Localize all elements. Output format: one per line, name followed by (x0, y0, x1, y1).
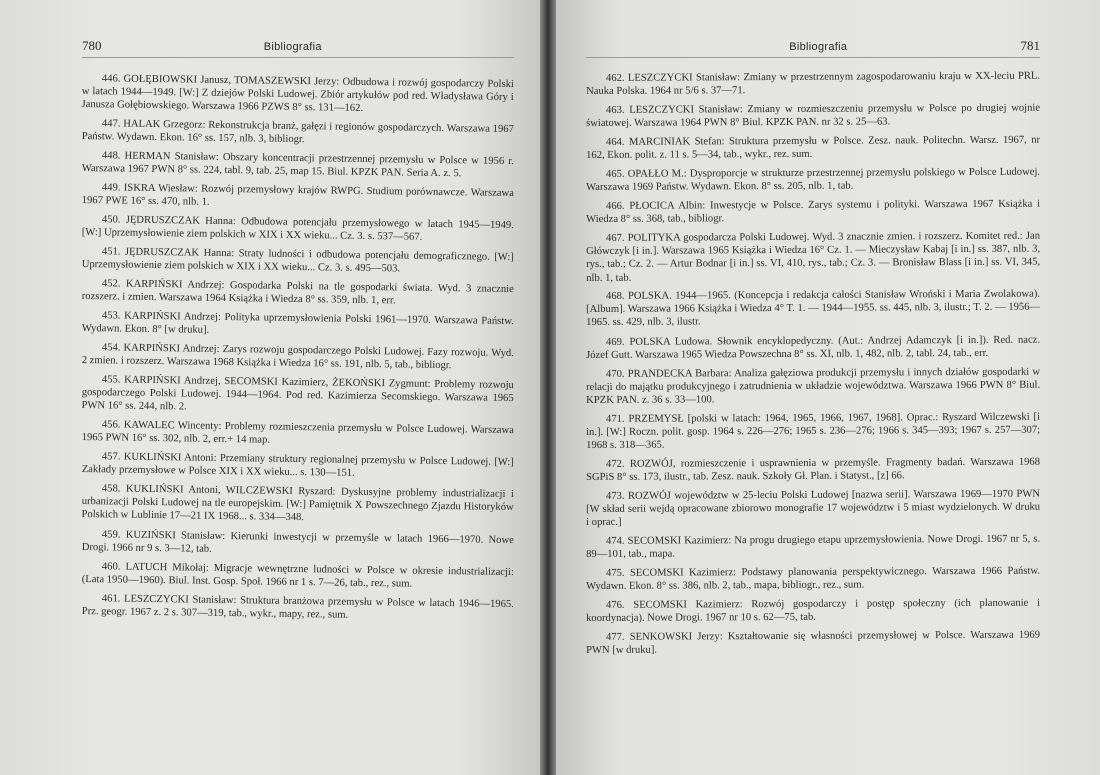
running-title: Bibliografia (263, 41, 322, 53)
bibliography-entry: 476. SECOMSKI Kazimierz: Rozwój gospodarczy i postęp społeczny (ich planowanie i koordynacja). Nowe Drogi. 1967 nr 10 s. 62—75, tab. (586, 597, 1041, 625)
bibliography-entry: 446. GOŁĘBIOWSKI Janusz, TOMASZEWSKI Jerzy: Odbudowa i rozwój gospodarczy Polski w latach 1944—1949. [W:] Z dziejów Polski Ludowej. Zbiór artykułów pod red. Władysława Góry i Janusza Gołębiowskiego. Warszawa 1966 PZWS 8° ss. 131—162. (81, 73, 514, 115)
bibliography-entry: 447. HALAK Grzegorz: Rekonstrukcja branż, gałęzi i regionów gospodarczych. Warszawa 1967 Państw. Wydawn. Ekon. 16° ss. 157, nlb. 3, bibliogr. (81, 118, 514, 146)
bibliography-entry: 468. POLSKA. 1944—1965. (Koncepcja i redakcja całości Stanisław Wroński i Maria Zwolakowa). [Album]. Warszawa 1966 Książka i Wiedza 4° T. 1. — 1944—1955. ss. 445, nlb. 3, ilustr.; T. 2. — 1956—1965. ss. 429, nlb. 3, ilustr. (586, 289, 1041, 329)
bibliography-entry: 463. LESZCZYCKI Stanisław: Zmiany w rozmieszczeniu przemysłu w Polsce po drugiej wojnie światowej. Warszawa 1964 PWN 8° Biul. KPZK PAN. nr 32 s. 25—63. (586, 102, 1041, 130)
bibliography-entry: 466. PŁOCICA Albin: Inwestycje w Polsce. Zarys systemu i polityki. Warszawa 1967 Książka i Wiedza 8° ss. 368, tab., bibliogr. (586, 198, 1041, 226)
bibliography-entry: 448. HERMAN Stanisław: Obszary koncentracji przestrzennej przemysłu w Polsce w 1956 r. Warszawa 1967 PWN 8° ss. 224, tabl. 9, tab. 25, map 15. Biul. KPZK PAN. Seria A. z. 5. (81, 150, 514, 180)
bibliography-entry: 460. LATUCH Mikołaj: Migracje wewnętrzne ludności w Polsce w okresie industrializacji: (Lata 1950—1960). Biul. Inst. Gosp. Społ. 1966 nr 1 s. 7—26, tab., rez., sum. (81, 560, 514, 590)
bibliography-entry: 469. POLSKA Ludowa. Słownik encyklopedyczny. (Aut.: Andrzej Adamczyk [i in.]). Red. nacz. Józef Gutt. Warszawa 1965 Wiedza Powszechna 8° ss. XI, nlb. 1, 482, nlb. 2, tabl. 24, tab., err. (586, 334, 1041, 361)
bibliography-entry: 451. JĘDRUSZCZAK Hanna: Straty ludności i odbudowa potencjału demograficznego. [W:] Uprzemysłowienie ziem polskich w XIX i XX wieku... Cz. 3. s. 495—503. (81, 246, 514, 275)
bibliography-entry: 464. MARCINIAK Stefan: Struktura przemysłu w Polsce. Zesz. nauk. Politechn. Warsz. 1967, nr 162, Ekon. polit. z. 11 s. 5—34, tab., wykr., rez. sum. (586, 134, 1041, 162)
bibliography-list (81, 72, 514, 621)
bibliography-entry: 459. KUZIŃSKI Stanisław: Kierunki inwestycji w przemyśle w latach 1966—1970. Nowe Drogi. 1966 nr 9 s. 3—12, tab. (81, 528, 514, 555)
bibliography-entry: 458. KUKLIŃSKI Antoni, WILCZEWSKI Ryszard: Dyskusyjne problemy industrializacji i urbanizacji Polski Ludowej na tle europejskim. [W:] Pamiętnik X Powszechnego Zjazdu Historyków Polskich w Lublinie 17—21 IX 1968... s. 334—348. (81, 483, 514, 524)
bibliography-entry: 467. POLITYKA gospodarcza Polski Ludowej. Wyd. 3 znacznie zmien. i rozszerz. Komitet red.: Jan Główczyk [i in.]. Warszawa 1965 Książka i Wiedza 16° Cz. 1. — Mieczysław Kabaj [i in.] ss. 387, nlb. 3, rys., tab.; Cz. 2. — Artur Bodnar [i in.] ss. VI, 410, rys., tab.; Cz. 3. — Bronisław Blass [i in.] ss. VI, 345, nlb. 1, tab. (586, 230, 1041, 284)
bibliography-entry: 449. ISKRA Wiesław: Rozwój przemysłowy krajów RWPG. Studium porównawcze. Warszawa 1967 PWE 16° ss. 470, nlb. 1. (81, 182, 514, 209)
bibliography-entry: 474. SECOMSKI Kazimierz: Na progu drugiego etapu uprzemysłowienia. Nowe Drogi. 1967 nr 5, s. 89—101, tab., mapa. (586, 533, 1041, 561)
right-page-header (586, 38, 1040, 58)
left-page (0, 0, 540, 775)
book-gutter (540, 0, 556, 775)
bibliography-entry: 450. JĘDRUSZCZAK Hanna: Odbudowa potencjału przemysłowego w latach 1945—1949. [W:] Uprzemysłowienie ziem polskich w XIX i XX wieku... Cz. 3. s. 537—567. (81, 214, 514, 244)
running-title: Bibliografia (789, 41, 848, 53)
bibliography-entry: 472. ROZWÓJ, rozmieszczenie i usprawnienia w przemyśle. Fragmenty badań. Warszawa 1968 SGPiS 8° ss. 173, ilustr., tab. Zesz. nauk. Szkoły Gł. Plan. i Statyst., [z] 66. (586, 456, 1041, 484)
bibliography-entry: 457. KUKLIŃSKI Antoni: Przemiany struktury regionalnej przemysłu w Polsce Ludowej. [W:] Zakłady przemysłowe w Polsce XIX i XX wieku... s. 130—151. (81, 451, 514, 480)
left-page-header (82, 38, 514, 58)
bibliography-entry: 477. SENKOWSKI Jerzy: Kształtowanie się własności przemysłowej w Polsce. Warszawa 1969 PWN [w druku]. (586, 629, 1041, 657)
bibliography-entry: 456. KAWALEC Wincenty: Problemy rozmieszczenia przemysłu w Polsce Ludowej. Warszawa 1965 PWN 16° ss. 302, nlb. 2, err.+ 14 map. (81, 419, 514, 447)
bibliography-list (586, 72, 1040, 658)
page-number: 780 (82, 38, 102, 53)
bibliography-entry: 465. OPAŁŁO M.: Dysproporcje w strukturze przestrzennej przemysłu polskiego w Polsce Ludowej. Warszawa 1969 Państw. Wydawn. Ekon. 8° ss. 205, nlb. 1, tab. (586, 166, 1041, 194)
bibliography-entry: 471. PRZEMYSŁ [polski w latach: 1964, 1965, 1966, 1967, 1968]. Oprac.: Ryszard Wilczewski [i in.]. [W:] Roczn. polit. gosp. 1964 s. 226—276; 1965 s. 236—276; 1966 s. 345—393; 1967 s. 257—307; 1968 s. 318—365. (586, 411, 1041, 452)
bibliography-entry: 475. SECOMSKI Kazimierz: Podstawy planowania perspektywicznego. Warszawa 1966 Państw. Wydawn. Ekon. 8° ss. 386, nlb. 2, tab., mapa, bibliogr., rez., sum. (586, 565, 1041, 593)
bibliography-entry: 454. KARPIŃSKI Andrzej: Zarys rozwoju gospodarczego Polski Ludowej. Fazy rozwoju. Wyd. 2 zmien. i rozszerz. Warszawa 1968 Książka i Wiedza 16° ss. 191, nlb. 5, tab., bibliogr. (81, 342, 514, 372)
page-number: 781 (1020, 38, 1040, 53)
bibliography-entry: 452. KARPIŃSKI Andrzej: Gospodarka Polski na tle gospodarki świata. Wyd. 3 znacznie rozszerz. i zmien. Warszawa 1964 Książka i Wiedza 8° ss. 359, nlb. 1, err. (81, 278, 514, 307)
bibliography-entry: 461. LESZCZYCKI Stanisław: Struktura branżowa przemysłu w Polsce w latach 1946—1965. Prz. geogr. 1967 z. 2 s. 307—319, tab., wykr., mapy, rez., sum. (81, 592, 514, 621)
bibliography-entry: 462. LESZCZYCKI Stanisław: Zmiany w przestrzennym zagospodarowaniu kraju w XX-leciu PRL. Nauka Polska. 1964 nr 5/6 s. 37—71. (586, 70, 1041, 98)
right-page (556, 0, 1100, 775)
bibliography-entry: 470. PRANDECKA Barbara: Analiza gałęziowa produkcji przemysłu i innych działów gospodarki w relacji do majątku produkcyjnego i zatrudnienia w układzie województwa. Warszawa 1966 PWN 8° Biul. KPZK PAN. z. 36 s. 33—100. (586, 366, 1041, 407)
bibliography-entry: 455. KARPIŃSKI Andrzej, SECOMSKI Kazimierz, ŻEKOŃSKI Zygmunt: Problemy rozwoju gospodarczego Polski Ludowej. 1944—1964. Pod red. Kazimierza Secomskiego. Warszawa 1965 PWN 16° ss. 244, nlb. 2. (81, 374, 514, 414)
bibliography-entry: 453. KARPIŃSKI Andrzej: Polityka uprzemysłowienia Polski 1961—1970. Warszawa Państw. Wydawn. Ekon. 8° [w druku]. (81, 310, 514, 337)
bibliography-entry: 473. ROZWÓJ województw w 25-leciu Polski Ludowej [nazwa serii]. Warszawa 1969—1970 PWN [W skład serii wejdą opracowane zbiorowo monografie 17 województw i 5 miast wydzielonych. W druku i oprac.] (586, 488, 1041, 529)
